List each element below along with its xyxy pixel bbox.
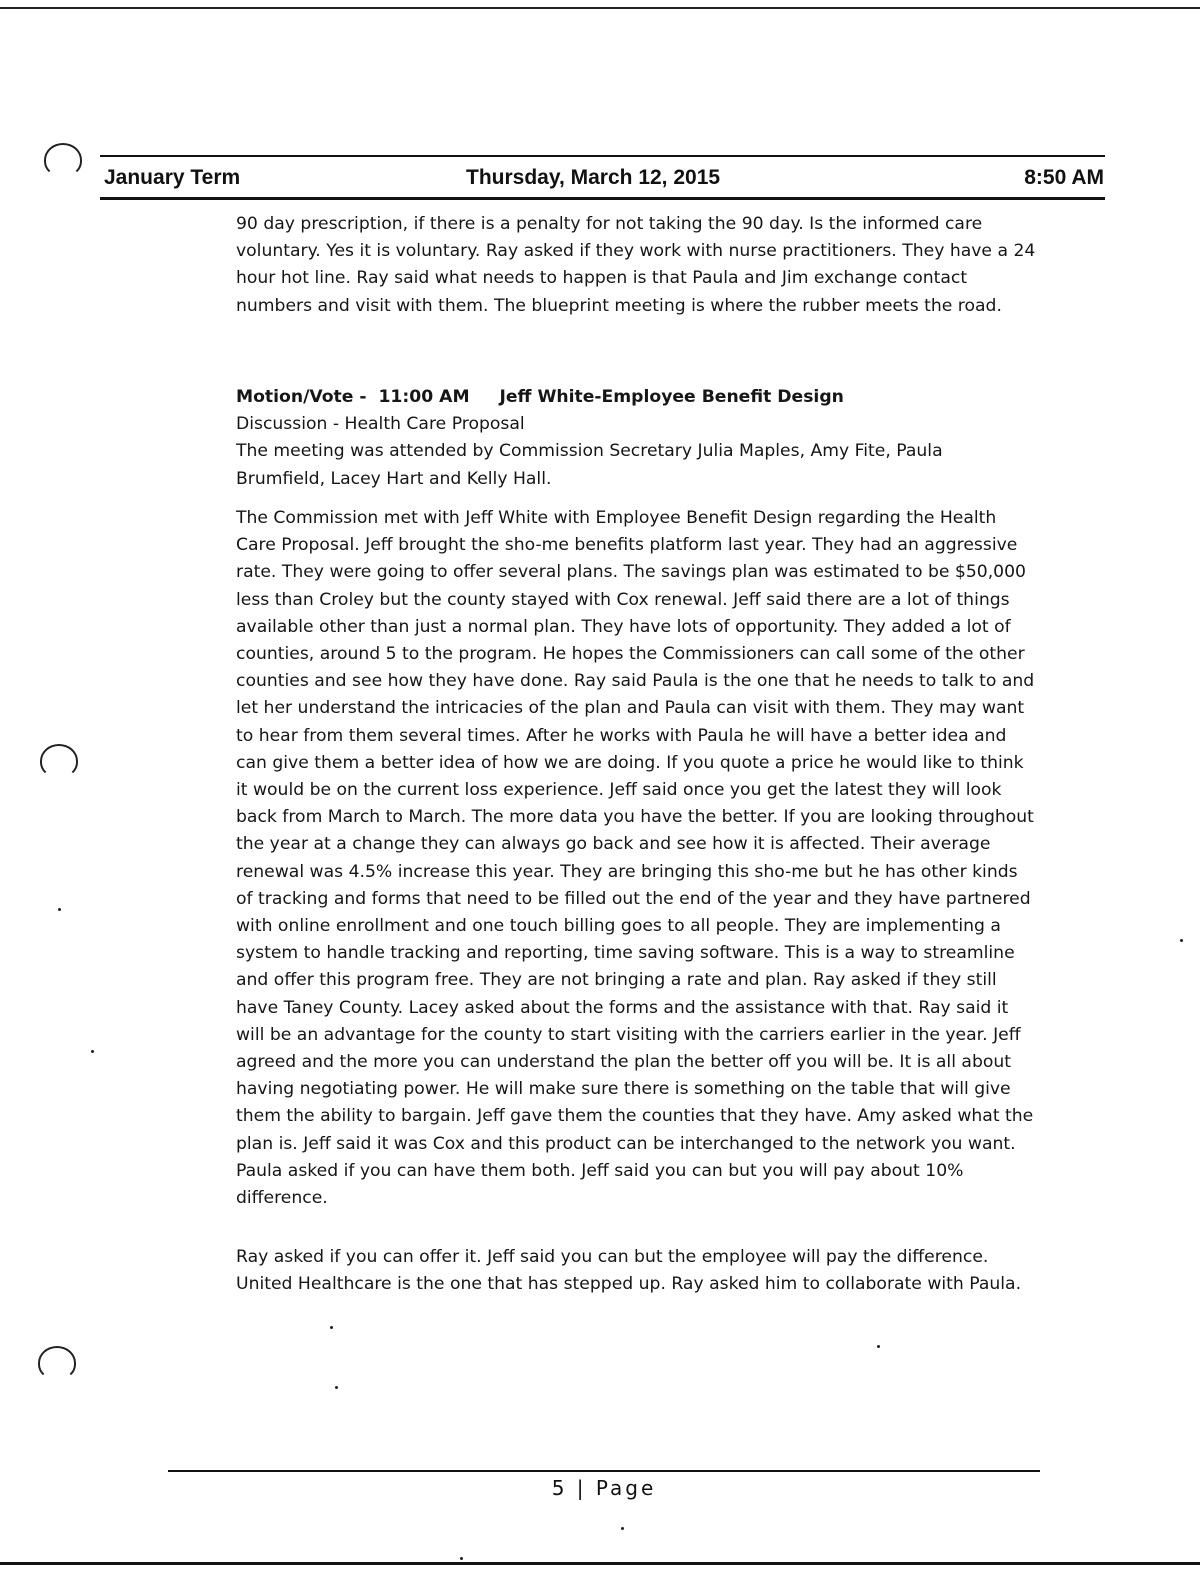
header-rule-bottom (100, 197, 1105, 200)
paragraph-text: The Commission met with Jeff White with Employee Benefit Design regarding the Health Care Proposal. Jeff brought the sho-me benefits platform last year. They had an aggressive rate. They were going to offer several plans. The savings plan was estimated to be $50,000 less than Croley but the county stayed with Cox renewal. Jeff said there are a lot of things available other than just a normal plan. They have lots of opportunity. They added a lot of counties, around 5 to the program. He hopes the Commissioners can call some of the other counties and see how they have done. Ray said Paula is the one that he needs to talk to and let her understand the intricacies of the plan and Paula can visit with them. They may want to hear from them several times. After he works with Paula he will have a better idea and can give them a better idea of how we are doing. If you quote a price he would like to think it would be on the current loss experience. Jeff said once you get the latest they will look back from March to March. The more data you have the better. If you are looking throughout the year at a change they can always go back and see how it is affected. Their average renewal was 4.5% increase this year. They are bringing this sho-me but he has other kinds of tracking and forms that need to be filled out the end of the year and they have partnered with online enrollment and one touch billing goes to all people. They are implementing a system to handle tracking and reporting, time saving software. This is a way to streamline and offer this program free. They are not bringing a rate and plan. Ray asked if they still have Taney County. Lacey asked about the forms and the assistance with that. Ray said it will be an advantage for the county to start visiting with the carriers earlier in the year. Jeff agreed and the more you can understand the plan the better off you will be. It is all about having negotiating power. He will make sure there is something on the table that will give them the ability to bargain. Jeff gave them the counties that they have. Amy asked what the plan is. Jeff said it was Cox and this product can be interchanged to the network you want. Paula asked if you can have them both. Jeff said you can but you will pay about 10% difference. (236, 508, 1035, 1209)
punch-hole-top (44, 143, 82, 177)
page-number: 5 | Page (551, 1476, 657, 1500)
minutes-paragraph-1 (236, 505, 1036, 1212)
scan-speck (330, 1326, 333, 1329)
scan-speck (1180, 939, 1183, 942)
paragraph-text: Ray asked if you can offer it. Jeff said you can but the employee will pay the difference. United Healthcare is the one that has stepped up. Ray asked him to collaborate with Paula. (236, 1247, 1022, 1295)
header-rule-top (100, 155, 1105, 157)
header-date: Thursday, March 12, 2015 (466, 166, 721, 189)
scan-speck (460, 1557, 463, 1560)
header-term: January Term (104, 166, 241, 189)
scan-edge-top (0, 7, 1200, 9)
footer-rule (168, 1470, 1040, 1472)
minutes-paragraph-2 (236, 1244, 1036, 1298)
header-time: 8:50 AM (1024, 166, 1104, 189)
discussion-line: Discussion - Health Care Proposal (236, 414, 525, 435)
motion-section (236, 384, 1036, 493)
punch-hole-middle (40, 744, 78, 778)
scan-edge-bottom (0, 1562, 1200, 1565)
scan-speck (335, 1386, 338, 1389)
scan-speck (877, 1345, 880, 1348)
scan-speck (621, 1527, 624, 1530)
continuation-text: 90 day prescription, if there is a penalty for not taking the 90 day. Is the informed care voluntary. Yes it is voluntary. Ray asked if they work with nurse practitioners. They have a 24 hour hot line. Ray said what needs to happen is that Paula and Jim exchange contact numbers and visit with them. The blueprint meeting is where the rubber meets the road. (236, 214, 1036, 316)
attendance-paragraph: The meeting was attended by Commission Secretary Julia Maples, Amy Fite, Paula Brumfield, Lacey Hart and Kelly Hall. (236, 441, 943, 489)
scan-speck (91, 1050, 94, 1053)
section-heading: Motion/Vote - 11:00 AM Jeff White-Employee Benefit Design (236, 387, 844, 407)
punch-hole-bottom (38, 1346, 76, 1380)
scan-speck (58, 908, 61, 911)
continuation-paragraph (236, 211, 1036, 320)
